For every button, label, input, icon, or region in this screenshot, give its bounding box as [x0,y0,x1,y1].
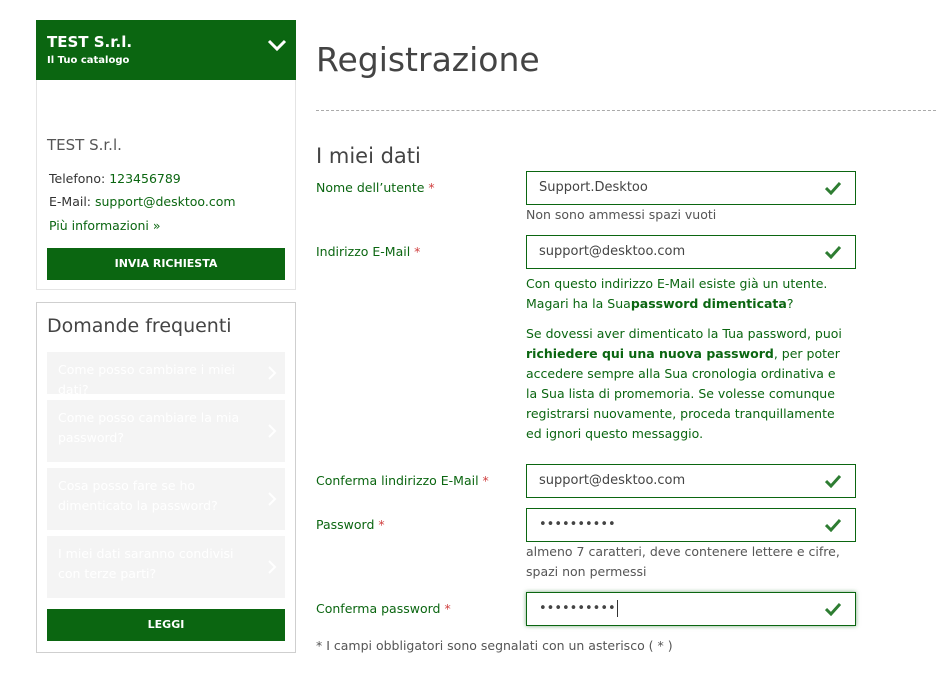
faq-title: Domande frequenti [47,315,232,337]
password-label [316,517,385,532]
check-icon [825,602,841,616]
email-label [316,244,420,259]
chevron-right-icon [267,560,277,574]
password-value: •••••••••• [539,517,616,532]
new-password-message [526,324,848,444]
chevron-down-icon[interactable] [266,34,288,56]
email-confirm-label [316,473,489,488]
faq-item[interactable] [47,536,285,598]
password-hint: almeno 7 caratteri, deve contenere lettere e cifre, spazi non permessi [526,544,840,579]
new-password-prefix: Se dovessi aver dimenticato la Tua password, puoi [526,326,842,341]
chevron-right-icon [267,424,277,438]
email-confirm-field[interactable] [526,464,856,498]
username-label [316,180,435,195]
required-mark: * [378,517,385,532]
required-mark: * [444,601,451,616]
page-title: Registrazione [316,40,540,79]
required-mark: * [482,473,489,488]
store-name: TEST S.r.l. [47,33,133,51]
check-icon [825,245,841,259]
divider [316,110,936,111]
new-password-suffix: , per poter accedere sempre alla Sua cronologia ordinativa e la Sua lista di promemoria. Se volesse comunque registrarsi nuovamente, proceda tranquillamente ed ignori questo messaggio. [526,346,840,441]
email-exists-message [526,274,848,314]
email-label-text: Indirizzo E-Mail [316,244,411,259]
required-mark: * [428,180,435,195]
password-confirm-value: •••••••••• [539,601,616,616]
phone-label: Telefono: [49,171,106,186]
forgot-prefix: Magari ha la Sua [526,296,631,311]
chevron-right-icon [267,366,277,380]
chevron-right-icon [267,492,277,506]
store-subtitle: Il Tuo catalogo [47,55,130,66]
faq-item-label: I miei dati saranno condivisi con terze parti? [58,546,234,581]
password-confirm-label-text: Conferma password [316,601,441,616]
password-confirm-field[interactable] [526,592,856,626]
phone-line [49,171,181,186]
forgot-password-link[interactable]: password dimenticata [630,296,787,311]
forgot-password-line [526,294,848,314]
check-icon [825,518,841,532]
required-mark: * [414,244,421,259]
new-password-link[interactable]: richiedere qui una nuova password [526,346,774,361]
email-link[interactable]: support@desktoo.com [95,194,236,209]
password-field[interactable] [526,508,856,542]
username-hint: Non sono ammessi spazi vuoti [526,207,717,222]
send-request-button[interactable]: INVIA RICHIESTA [47,248,285,280]
read-faq-button[interactable]: LEGGI [47,609,285,641]
faq-item-label: Cosa posso fare se ho dimenticato la password? [58,478,218,513]
email-value: support@desktoo.com [539,244,686,259]
faq-item-label: Come posso cambiare i miei dati? [58,362,236,397]
email-label: E-Mail: [49,194,92,209]
email-exists-line: Con questo indirizzo E-Mail esiste già un utente. [526,276,828,291]
more-info-link[interactable]: Più informazioni » [49,218,161,233]
section-title: I miei dati [316,144,421,168]
password-confirm-label [316,601,451,616]
check-icon [825,181,841,195]
email-confirm-label-text: Conferma lindirizzo E-Mail [316,473,479,488]
username-label-text: Nome dell’utente [316,180,425,195]
email-field[interactable] [526,235,856,269]
store-header[interactable] [36,20,296,80]
faq-item[interactable] [47,400,285,462]
check-icon [825,474,841,488]
username-field[interactable] [526,171,856,205]
email-confirm-value: support@desktoo.com [539,473,686,488]
password-label-text: Password [316,517,375,532]
text-caret [617,600,618,617]
company-name: TEST S.r.l. [47,136,122,154]
forgot-suffix: ? [786,296,794,311]
faq-item[interactable] [47,352,285,397]
faq-item-label: Come posso cambiare la mia password? [58,410,240,445]
email-line [49,194,236,209]
faq-item[interactable] [47,468,285,530]
username-value: Support.Desktoo [539,180,648,195]
required-footnote: * I campi obbligatori sono segnalati con un asterisco ( * ) [316,638,673,653]
phone-link[interactable]: 123456789 [109,171,181,186]
